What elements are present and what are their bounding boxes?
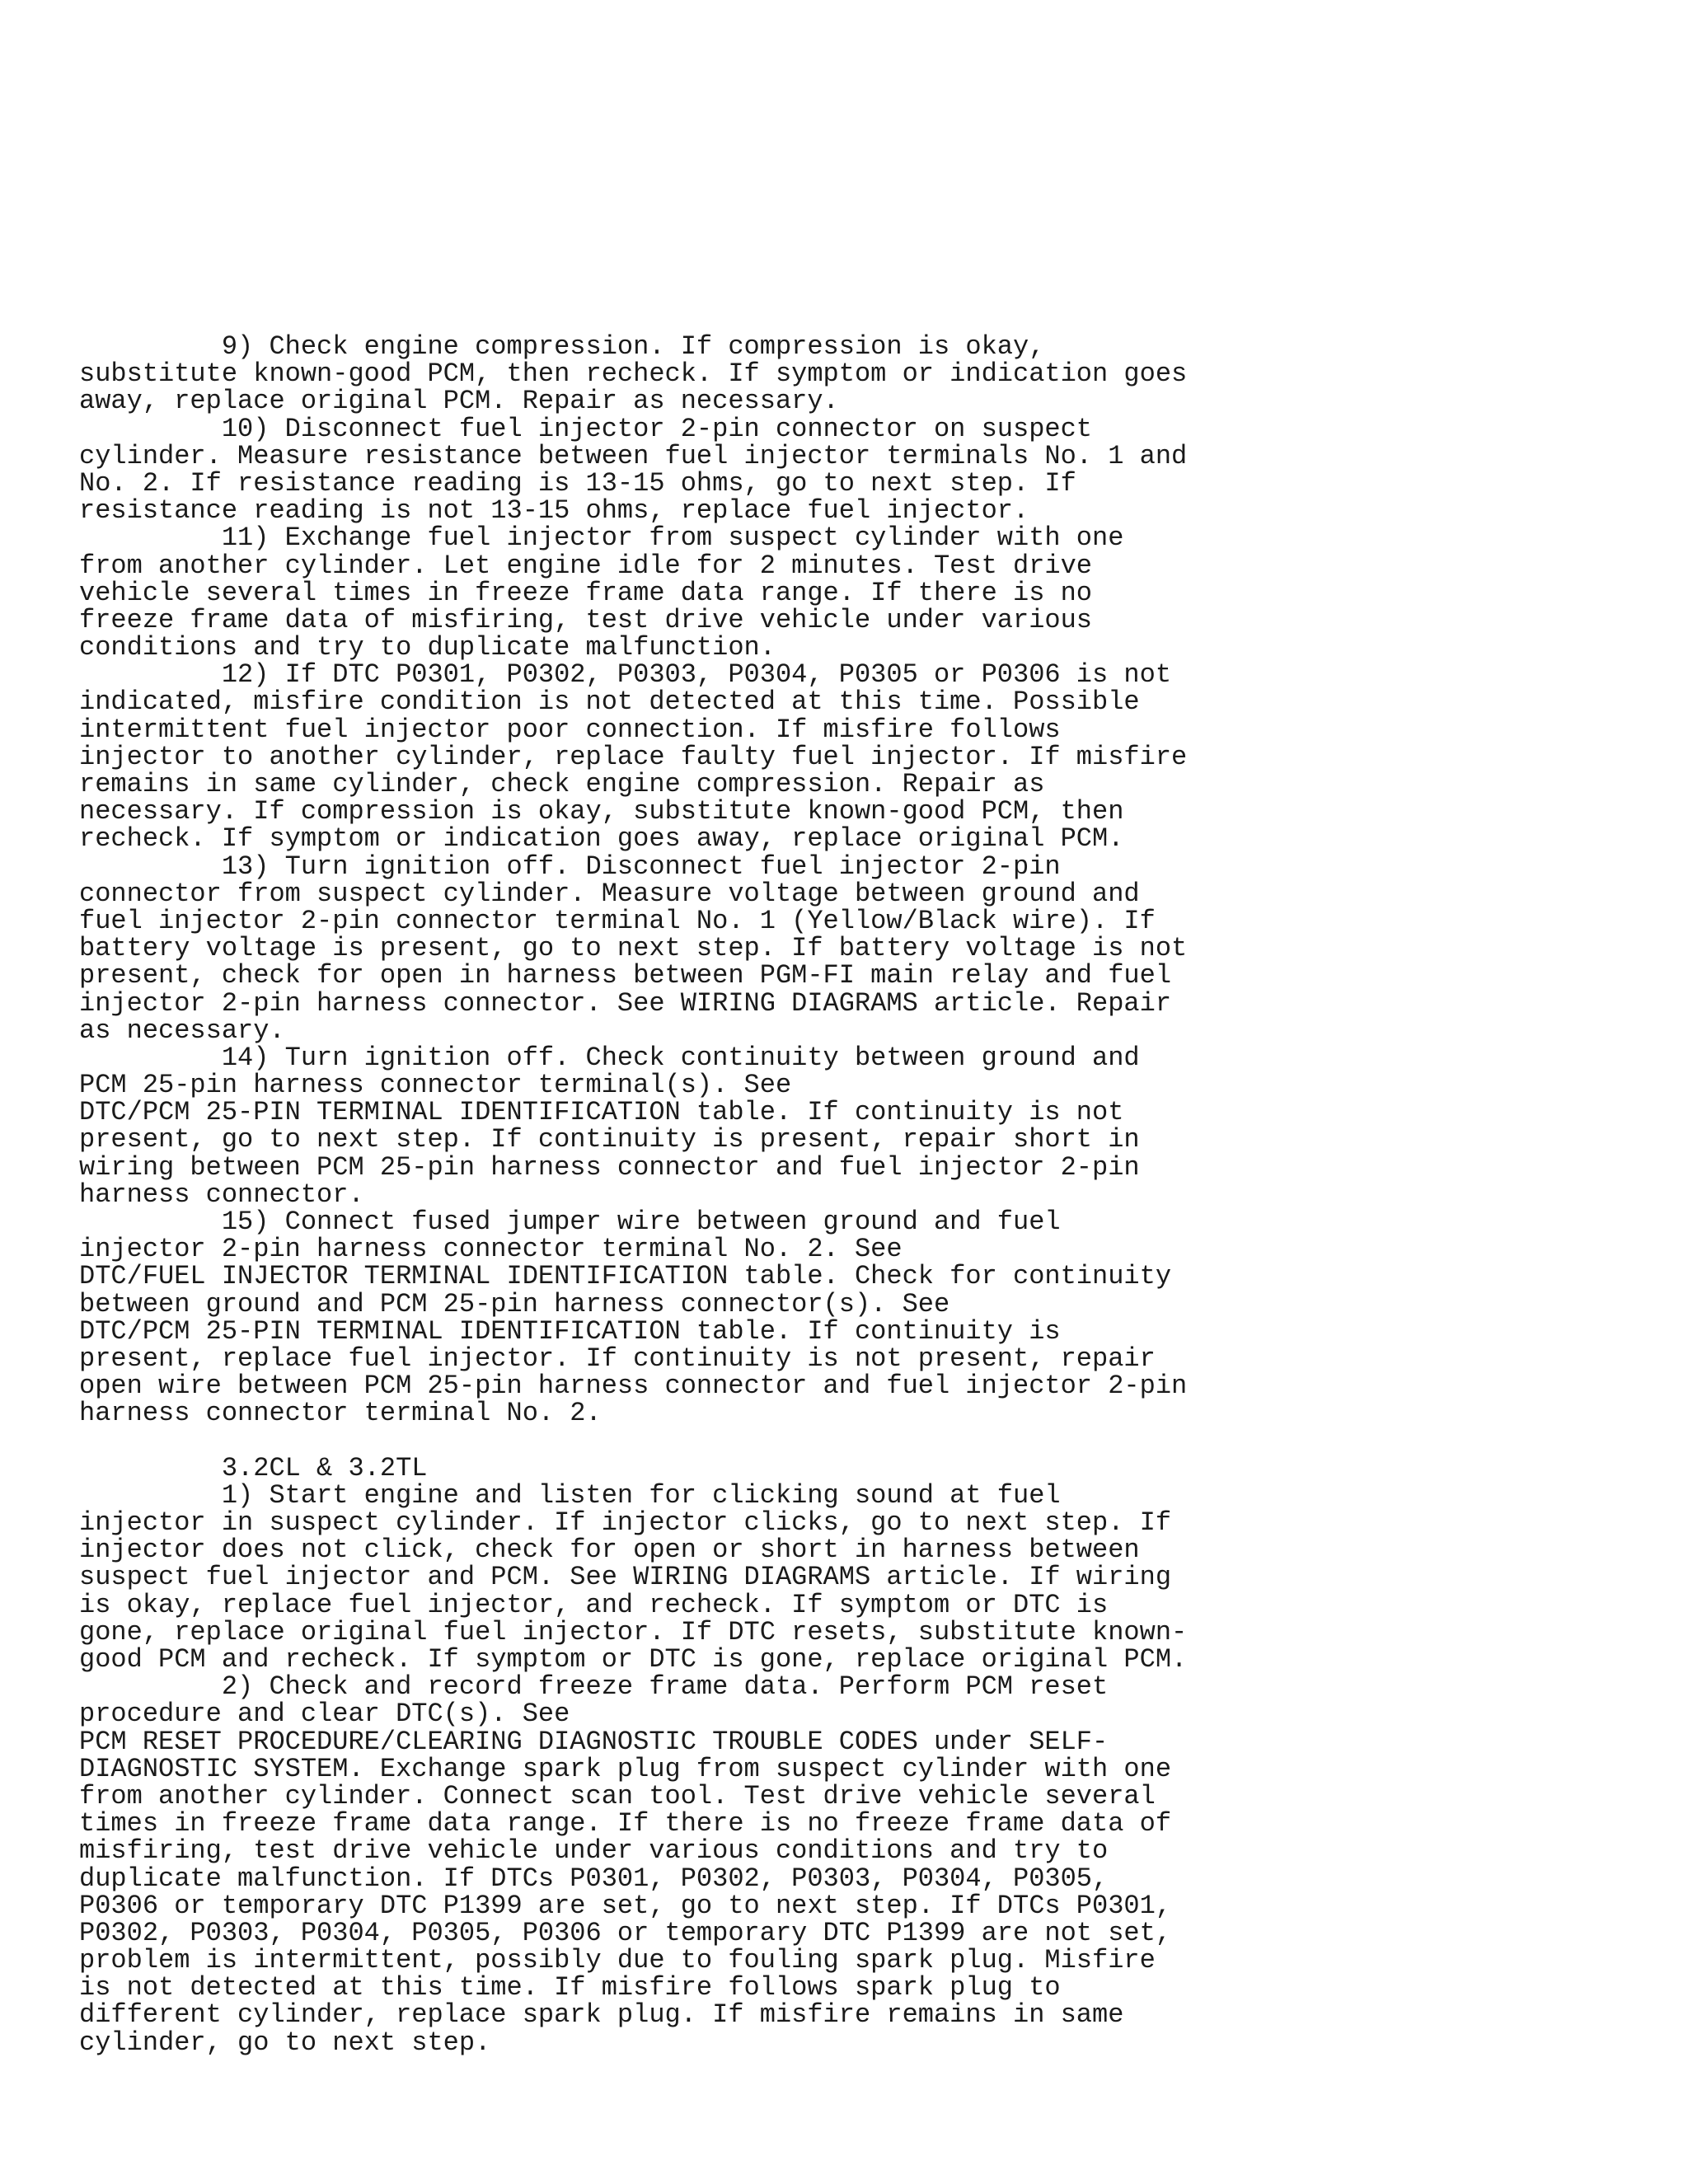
text-line: injector does not click, check for open or short in harness between xyxy=(79,1535,1140,1566)
text-line: battery voltage is present, go to next step. If battery voltage is not xyxy=(79,933,1188,964)
text-line: cylinder, go to next step. xyxy=(79,2027,491,2058)
text-line: from another cylinder. Connect scan tool. Test drive vehicle several xyxy=(79,1780,1156,1811)
text-line: 3.2CL & 3.2TL xyxy=(79,1452,428,1483)
text-line: as necessary. xyxy=(79,1015,285,1046)
text-line: 15) Connect fused jumper wire between ground and fuel xyxy=(79,1207,1061,1237)
document-body-text xyxy=(79,333,1645,2056)
text-line: conditions and try to duplicate malfunction. xyxy=(79,632,776,663)
text-line: fuel injector 2-pin connector terminal No. 1 (Yellow/Black wire). If xyxy=(79,905,1156,936)
text-line: 9) Check engine compression. If compression is okay, xyxy=(79,331,1045,362)
text-line: present, check for open in harness between PGM-FI main relay and fuel xyxy=(79,960,1172,991)
text-line: 12) If DTC P0301, P0302, P0303, P0304, P0305 or P0306 is not xyxy=(79,659,1172,691)
text-line: from another cylinder. Let engine idle for 2 minutes. Test drive xyxy=(79,550,1092,581)
text-line: substitute known-good PCM, then recheck. If symptom or indication goes xyxy=(79,359,1188,390)
text-line: intermittent fuel injector poor connection. If misfire follows xyxy=(79,714,1061,745)
text-line: present, go to next step. If continuity is present, repair short in xyxy=(79,1124,1140,1155)
text-line: No. 2. If resistance reading is 13-15 ohms, go to next step. If xyxy=(79,467,1076,499)
text-line: resistance reading is not 13-15 ohms, replace fuel injector. xyxy=(79,495,1029,527)
text-line: connector from suspect cylinder. Measure voltage between ground and xyxy=(79,878,1140,909)
text-line: away, replace original PCM. Repair as necessary. xyxy=(79,386,839,417)
text-line: harness connector terminal No. 2. xyxy=(79,1398,602,1429)
text-line: necessary. If compression is okay, substitute known-good PCM, then xyxy=(79,796,1124,827)
text-line: duplicate malfunction. If DTCs P0301, P0302, P0303, P0304, P0305, xyxy=(79,1863,1109,1894)
text-line: DIAGNOSTIC SYSTEM. Exchange spark plug from suspect cylinder with one xyxy=(79,1753,1172,1784)
text-line: open wire between PCM 25-pin harness connector and fuel injector 2-pin xyxy=(79,1371,1188,1402)
text-line: DTC/PCM 25-PIN TERMINAL IDENTIFICATION table. If continuity is xyxy=(79,1315,1061,1347)
text-line: problem is intermittent, possibly due to fouling spark plug. Misfire xyxy=(79,1945,1156,1976)
text-line: between ground and PCM 25-pin harness connector(s). See xyxy=(79,1288,950,1319)
text-line: procedure and clear DTC(s). See xyxy=(79,1699,570,1730)
text-line: injector 2-pin harness connector terminal No. 2. See xyxy=(79,1234,903,1265)
text-line: suspect fuel injector and PCM. See WIRING DIAGRAMS article. If wiring xyxy=(79,1562,1172,1593)
text-line: 10) Disconnect fuel injector 2-pin connector on suspect xyxy=(79,413,1092,444)
text-line: P0302, P0303, P0304, P0305, P0306 or temporary DTC P1399 are not set, xyxy=(79,1917,1172,1948)
text-line: wiring between PCM 25-pin harness connector and fuel injector 2-pin xyxy=(79,1151,1140,1183)
text-line: times in freeze frame data range. If there is no freeze frame data of xyxy=(79,1808,1172,1840)
text-line: is okay, replace fuel injector, and recheck. If symptom or DTC is xyxy=(79,1589,1109,1620)
text-line: DTC/PCM 25-PIN TERMINAL IDENTIFICATION table. If continuity is not xyxy=(79,1097,1124,1128)
text-line: remains in same cylinder, check engine compression. Repair as xyxy=(79,769,1045,799)
text-line: 14) Turn ignition off. Check continuity between ground and xyxy=(79,1042,1140,1073)
text-line: different cylinder, replace spark plug. If misfire remains in same xyxy=(79,1999,1124,2031)
text-line: cylinder. Measure resistance between fuel injector terminals No. 1 and xyxy=(79,440,1188,471)
text-line: injector to another cylinder, replace faulty fuel injector. If misfire xyxy=(79,741,1188,772)
text-line: PCM 25-pin harness connector terminal(s). See xyxy=(79,1070,792,1101)
text-line: 2) Check and record freeze frame data. Perform PCM reset xyxy=(79,1671,1109,1703)
text-line: misfiring, test drive vehicle under various conditions and try to xyxy=(79,1835,1109,1867)
text-line: 11) Exchange fuel injector from suspect cylinder with one xyxy=(79,523,1124,554)
text-line: harness connector. xyxy=(79,1179,364,1210)
text-line: is not detected at this time. If misfire follows spark plug to xyxy=(79,1972,1061,2004)
text-line: DTC/FUEL INJECTOR TERMINAL IDENTIFICATION table. Check for continuity xyxy=(79,1261,1172,1292)
text-line: 13) Turn ignition off. Disconnect fuel injector 2-pin xyxy=(79,851,1061,882)
text-line: indicated, misfire condition is not detected at this time. Possible xyxy=(79,687,1140,718)
text-line: gone, replace original fuel injector. If DTC resets, substitute known- xyxy=(79,1616,1188,1647)
text-line: recheck. If symptom or indication goes away, replace original PCM. xyxy=(79,823,1124,855)
text-line: injector in suspect cylinder. If injector clicks, go to next step. If xyxy=(79,1507,1172,1539)
text-line: present, replace fuel injector. If continuity is not present, repair xyxy=(79,1343,1156,1374)
text-line: freeze frame data of misfiring, test drive vehicle under various xyxy=(79,604,1092,635)
text-line: 1) Start engine and listen for clicking sound at fuel xyxy=(79,1479,1061,1511)
text-line: PCM RESET PROCEDURE/CLEARING DIAGNOSTIC TROUBLE CODES under SELF- xyxy=(79,1726,1109,1757)
text-line: vehicle several times in freeze frame data range. If there is no xyxy=(79,577,1092,608)
text-line xyxy=(79,1427,1645,1455)
text-line: good PCM and recheck. If symptom or DTC is gone, replace original PCM. xyxy=(79,1644,1188,1675)
text-line: injector 2-pin harness connector. See WIRING DIAGRAMS article. Repair xyxy=(79,987,1172,1019)
text-line: P0306 or temporary DTC P1399 are set, go to next step. If DTCs P0301, xyxy=(79,1890,1172,1921)
